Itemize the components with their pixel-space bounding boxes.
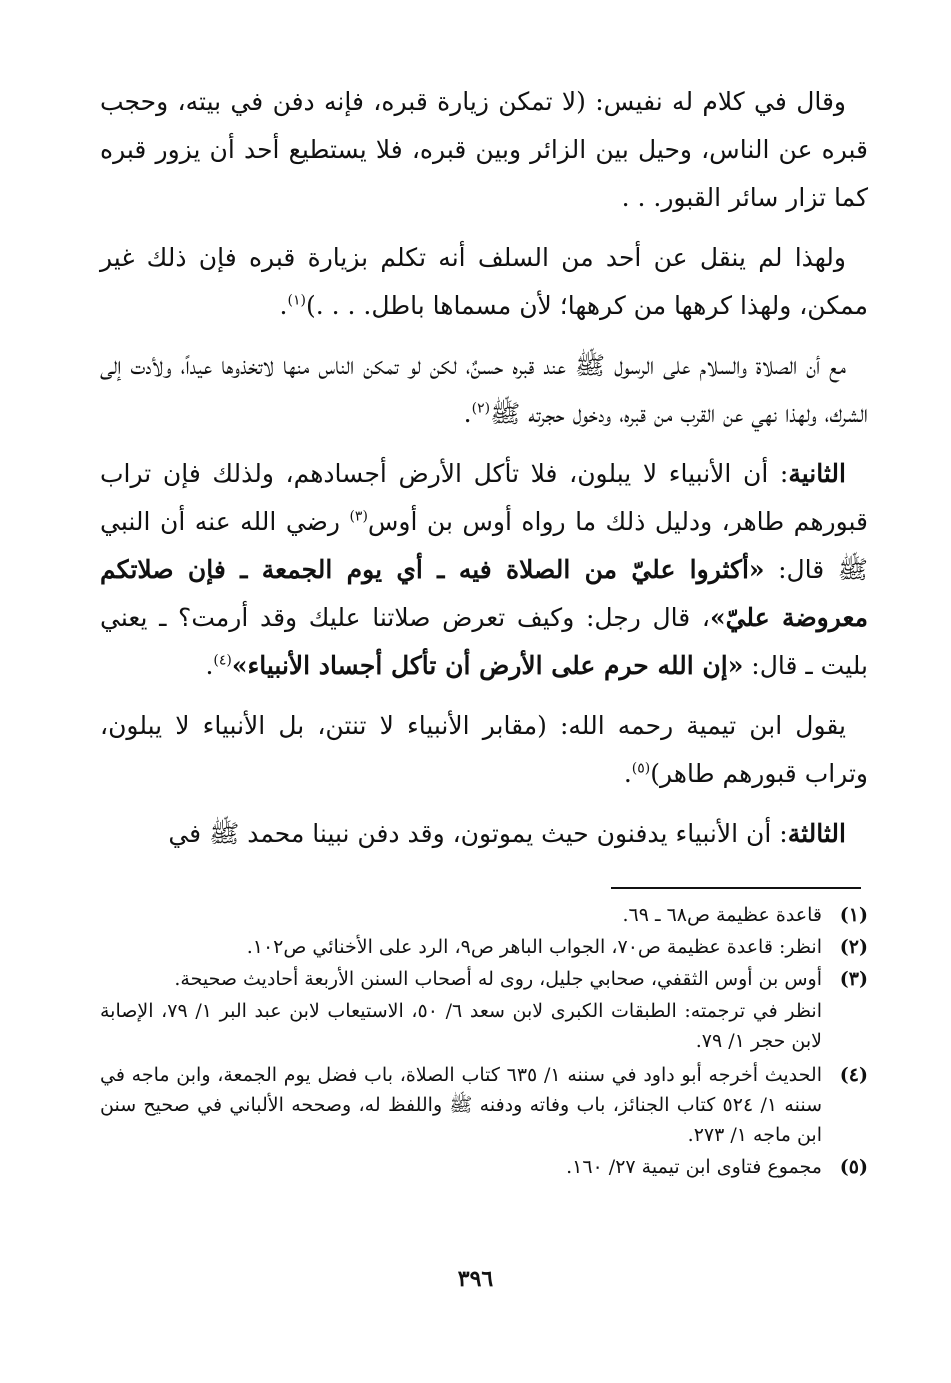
footnote-ref-3: (٣) (349, 508, 368, 525)
footnotes (100, 900, 868, 1184)
paragraph-4-text-c: ، قال رجل: وكيف تعرض صلاتنا عليك وقد أرمت؟ ـ يعني بليت ـ قال: (100, 603, 868, 680)
footnote-number: (١) (839, 904, 868, 926)
footnote-text: انظر: قاعدة عظيمة ص٧٠، الجواب الباهر ص٩، الرد على الأخنائي ص١٠٢. (246, 936, 822, 958)
footnote-3 (100, 964, 868, 994)
second-point-label: الثانية (788, 459, 846, 488)
footnote-number: (٥) (839, 1156, 868, 1178)
paragraph-2-text: ولهذا لم ينقل عن أحد من السلف أنه تكلم بزيارة قبره فإن ذلك غير ممكن، ولهذا كرهها من كرهها؛ لأن مسماها باطل. . . .) (100, 243, 868, 320)
paragraph-5-text: يقول ابن تيمية رحمه الله: (مقابر الأنبياء لا تنتن، بل الأنبياء لا يبلون، وتراب قبورهم طاهر) (100, 711, 868, 788)
footnote-5 (100, 1152, 868, 1182)
third-point-label: الثالثة (787, 819, 846, 848)
main-text (100, 78, 868, 870)
paragraph-4-text-b: رضي الله عنه أن النبي ﷺ قال: (100, 507, 868, 584)
paragraph-6 (100, 810, 868, 858)
footnote-number: (٣) (839, 968, 868, 990)
footnote-1 (100, 900, 868, 930)
paragraph-3 (100, 342, 868, 438)
hadith-quote-2: «إن الله حرم على الأرض أن تأكل أجساد الأنبياء» (231, 651, 744, 680)
footnote-ref-2: (٢) (471, 400, 491, 417)
paragraph-1: وقال في كلام له نفيس: (لا تمكن زيارة قبره، فإنه دفن في بيته، وحجب قبره عن الناس، وحيل بين الزائر وبين قبره، فلا يستطيع أحد أن يزور قبره كما تزار سائر القبور. . . (100, 87, 868, 212)
page-number: ٣٩٦ (457, 1266, 494, 1292)
footnote-4 (100, 1060, 868, 1150)
footnote-ref-1: (١) (287, 292, 306, 309)
footnote-ref-4: (٤) (213, 652, 232, 669)
footnote-text: أوس بن أوس الثقفي، صحابي جليل، روى له أصحاب السنن الأربعة أحاديث صحيحة. (174, 968, 822, 990)
paragraph-3-text: مع أن الصلاة والسلام على الرسول ﷺ عند قبره حسنٌ، لكن لو تمكن الناس منها لاتخذوها عيداً، ولأدت إلى الشرك، ولهذا نهي عن القرب من قبره، ودخول حجرته ﷺ (100, 351, 868, 428)
footnote-text: قاعدة عظيمة ص٦٨ ـ ٦٩. (622, 904, 822, 926)
footnote-text: الحديث أخرجه أبو داود في سننه ١/ ٦٣٥ كتاب الصلاة، باب فضل يوم الجمعة، وابن ماجه في سننه ١/ ٥٢٤ كتاب الجنائز، باب وفاته ودفنه ﷺ واللفظ له، وصححه الألباني في صحيح سنن ابن ماجه ١/ ٢٧٣. (100, 1064, 822, 1146)
footnote-divider (611, 887, 861, 889)
hadith-quote-1: «أكثروا عليّ من الصلاة فيه ـ أي يوم الجمعة ـ فإن صلاتكم معروضة عليّ» (100, 555, 868, 632)
paragraph-4 (100, 450, 868, 690)
paragraph-2 (100, 234, 868, 330)
footnote-ref-5: (٥) (631, 760, 651, 777)
footnote-2 (100, 932, 868, 962)
paragraph-4-end: . (205, 651, 214, 680)
paragraph-2-end: . (279, 291, 288, 320)
paragraph-5 (100, 702, 868, 798)
paragraph-5-end: . (623, 759, 632, 788)
paragraph-4-text-a: : أن الأنبياء لا يبلون، فلا تأكل الأرض أجسادهم، ولذلك فإن تراب قبورهم طاهر، ودليل ذلك ما رواه أوس بن أوس (100, 459, 868, 536)
paragraph-3-end: . (463, 399, 472, 428)
footnote-3-continuation: انظر في ترجمته: الطبقات الكبرى لابن سعد ٦/ ٥٠، الاستيعاب لابن عبد البر ١/ ٧٩، الإصابة لابن حجر ١/ ٧٩. (100, 1000, 822, 1052)
paragraph-6-text: : أن الأنبياء يدفنون حيث يموتون، وقد دفن نبينا محمد ﷺ في (168, 819, 788, 848)
footnote-number: (٤) (839, 1064, 868, 1086)
footnote-number: (٢) (839, 936, 868, 958)
footnote-text: مجموع فتاوى ابن تيمية ٢٧/ ١٦٠. (566, 1156, 822, 1178)
